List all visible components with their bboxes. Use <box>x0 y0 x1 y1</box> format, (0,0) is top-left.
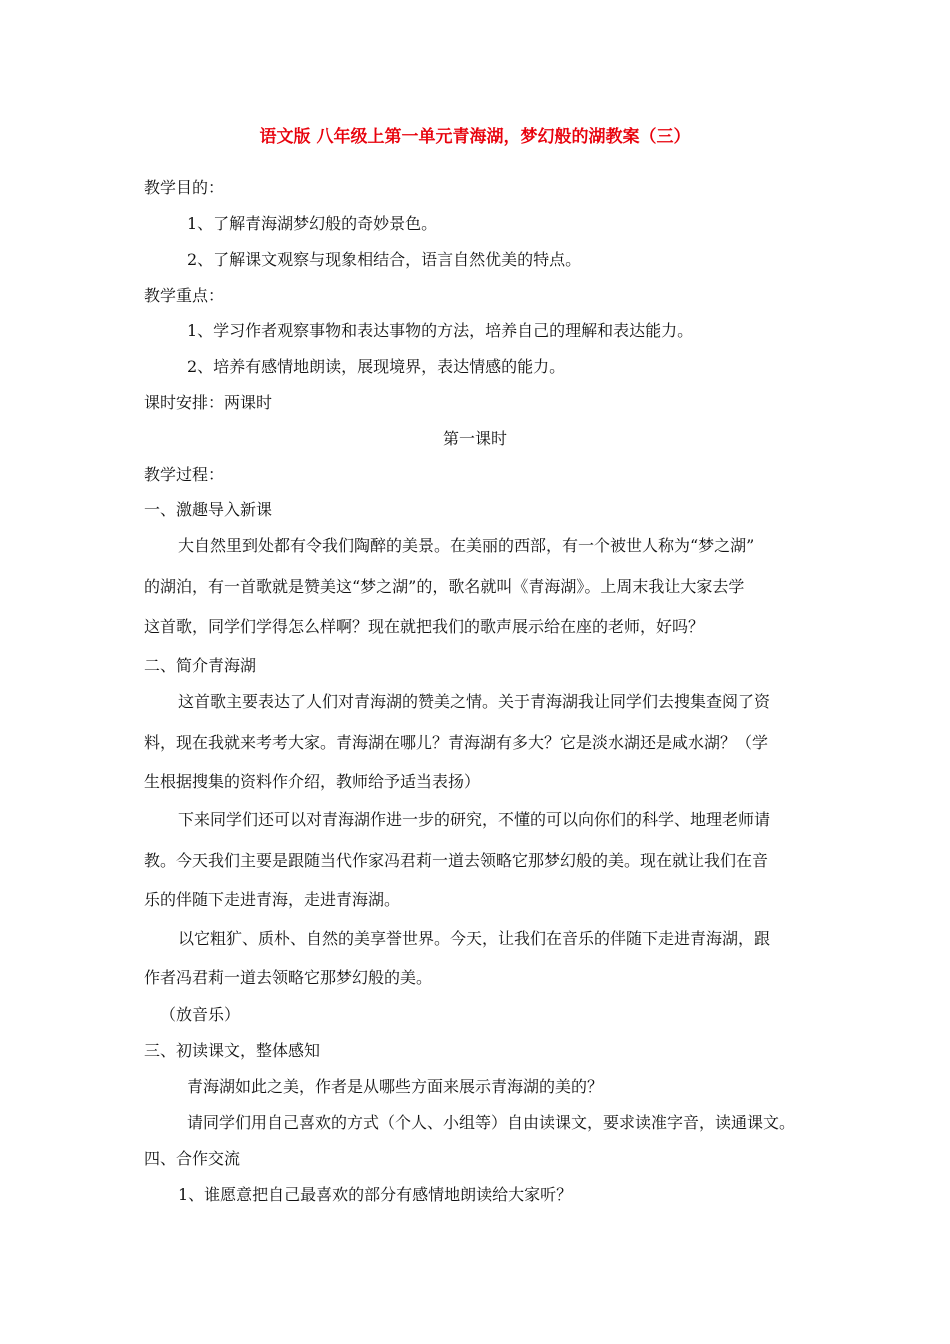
paragraph-line: 这首歌，同学们学得怎么样啊？现在就把我们的歌声展示给在座的老师，好吗？ <box>144 617 705 636</box>
paragraph-line: 乐的伴随下走进青海，走进青海湖。 <box>144 890 401 909</box>
section-heading-key-points: 教学重点： <box>144 286 225 305</box>
paragraph-line: 大自然里到处都有令我们陶醉的美景。在美丽的西部，有一个被世人称为“梦之湖” <box>178 536 755 555</box>
objective-item: 2、了解课文观察与现象相结合，语言自然优美的特点。 <box>187 250 582 269</box>
paragraph-line: 作者冯君莉一道去领略它那梦幻般的美。 <box>144 968 433 987</box>
paragraph-line: 以它粗犷、质朴、自然的美享誉世界。今天，让我们在音乐的伴随下走进青海湖，跟 <box>178 929 771 948</box>
step-heading: 二、简介青海湖 <box>144 656 257 675</box>
section-heading-process: 教学过程： <box>144 465 225 484</box>
step-heading: 三、初读课文，整体感知 <box>144 1041 321 1060</box>
step-heading: 一、激趣导入新课 <box>144 500 273 519</box>
paragraph-line: 青海湖如此之美，作者是从哪些方面来展示青海湖的美的？ <box>187 1077 604 1096</box>
section-heading-objectives: 教学目的： <box>144 178 225 197</box>
step-heading: 四、合作交流 <box>144 1149 241 1168</box>
key-point-item: 2、培养有感情地朗读，展现境界，表达情感的能力。 <box>187 357 566 376</box>
key-point-item: 1、学习作者观察事物和表达事物的方法，培养自己的理解和表达能力。 <box>187 321 694 340</box>
paragraph-line: 下来同学们还可以对青海湖作进一步的研究，不懂的可以向你们的科学、地理老师请 <box>178 810 771 829</box>
paragraph-line: 教。今天我们主要是跟随当代作家冯君莉一道去领略它那梦幻般的美。现在就让我们在音 <box>144 851 769 870</box>
paragraph-line: 这首歌主要表达了人们对青海湖的赞美之情。关于青海湖我让同学们去搜集查阅了资 <box>178 692 771 711</box>
question-item: 1、谁愿意把自己最喜欢的部分有感情地朗读给大家听？ <box>178 1185 573 1204</box>
objective-item: 1、了解青海湖梦幻般的奇妙景色。 <box>187 214 438 233</box>
paragraph-line: 请同学们用自己喜欢的方式（个人、小组等）自由读课文，要求读准字音，读通课文。 <box>187 1113 796 1132</box>
paragraph-line: 的湖泊，有一首歌就是赞美这“梦之湖”的，歌名就叫《青海湖》。上周末我让大家去学 <box>144 577 745 596</box>
paragraph-line: 料，现在我就来考考大家。青海湖在哪儿？青海湖有多大？它是淡水湖还是咸水湖？（学 <box>144 733 769 752</box>
schedule-line: 课时安排：两课时 <box>144 393 273 412</box>
lesson-heading: 第一课时 <box>442 429 507 448</box>
document-title: 语文版 八年级上第一单元青海湖，梦幻般的湖教案（三） <box>259 127 691 147</box>
stage-note: （放音乐） <box>160 1005 241 1024</box>
paragraph-line: 生根据搜集的资料作介绍，教师给予适当表扬） <box>144 772 481 791</box>
